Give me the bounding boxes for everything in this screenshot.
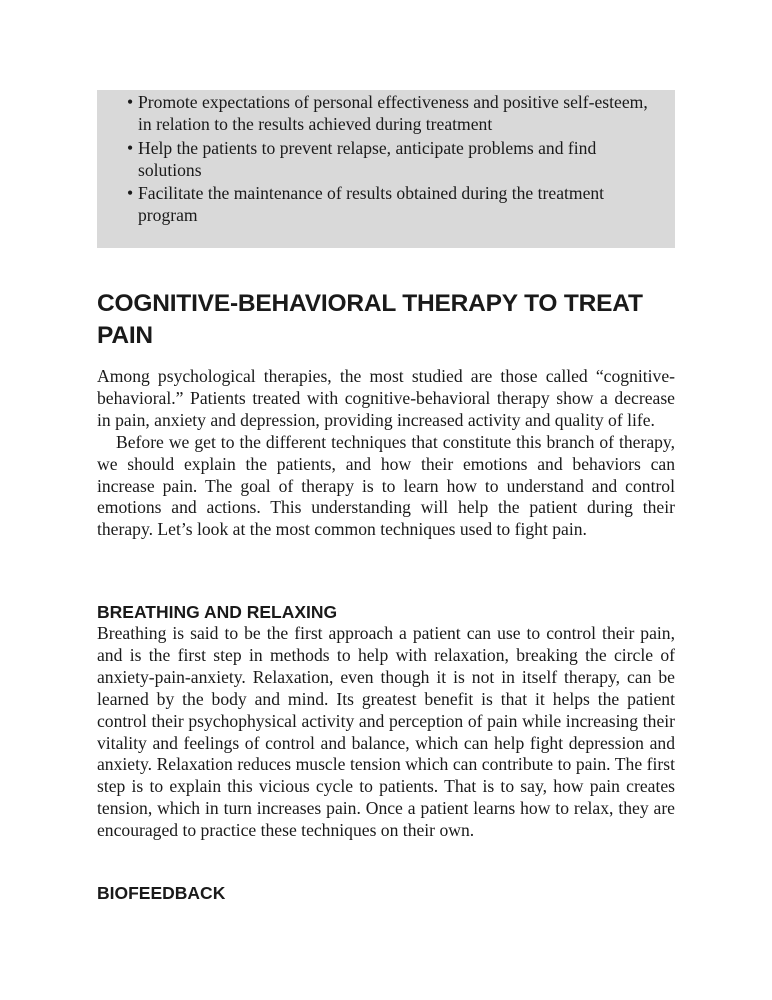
list-item: • Help the patients to prevent relapse, anticipate problems and find solutions xyxy=(113,137,661,181)
subsection-heading: BREATHING AND RELAXING xyxy=(97,602,338,622)
section-heading: COGNITIVE-BEHAVIORAL THERAPY TO TREAT PAIN xyxy=(97,290,643,349)
bullet-list xyxy=(97,90,675,226)
list-item: • Facilitate the maintenance of results obtained during the treatment program xyxy=(113,182,661,226)
highlight-box xyxy=(97,90,675,248)
subsection-body xyxy=(97,623,675,842)
subsection-heading: BIOFEEDBACK xyxy=(97,883,226,903)
paragraph: Among psychological therapies, the most studied are those called “cognitive-behavioral.” Patients treated with cognitive-behavioral therapy show a decrease in pain, anxiety and depression, providing increased activity and quality of life. xyxy=(97,366,675,430)
section-body xyxy=(97,366,675,541)
list-item: • Promote expectations of personal effectiveness and positive self-esteem, in relation to the results achieved during treatment xyxy=(113,91,661,135)
paragraph: Before we get to the different techniques that constitute this branch of therapy, we should explain the patients, and how their emotions and behaviors can increase pain. The goal of therapy is to learn how to understand and control emotions and actions. This understanding will help the patient during their therapy. Let’s look at the most common techniques used to fight pain. xyxy=(97,431,675,540)
paragraph: Breathing is said to be the first approach a patient can use to control their pain, and is the first step in methods to help with relaxation, breaking the circle of anxiety-pain-anxiety. Relaxation, even though it is not in itself therapy, can be learned by the body and mind. Its greatest benefit is that it helps the patient control their psychophysical activity and perception of pain while increasing their vitality and feelings of control and balance, which can help fight depression and anxiety. Relaxation reduces muscle tension which can contribute to pain. The first step is to explain this vicious cycle to patients. That is to say, how pain creates tension, which in turn increases pain. Once a patient learns how to relax, they are encouraged to practice these techniques on their own. xyxy=(97,623,675,841)
